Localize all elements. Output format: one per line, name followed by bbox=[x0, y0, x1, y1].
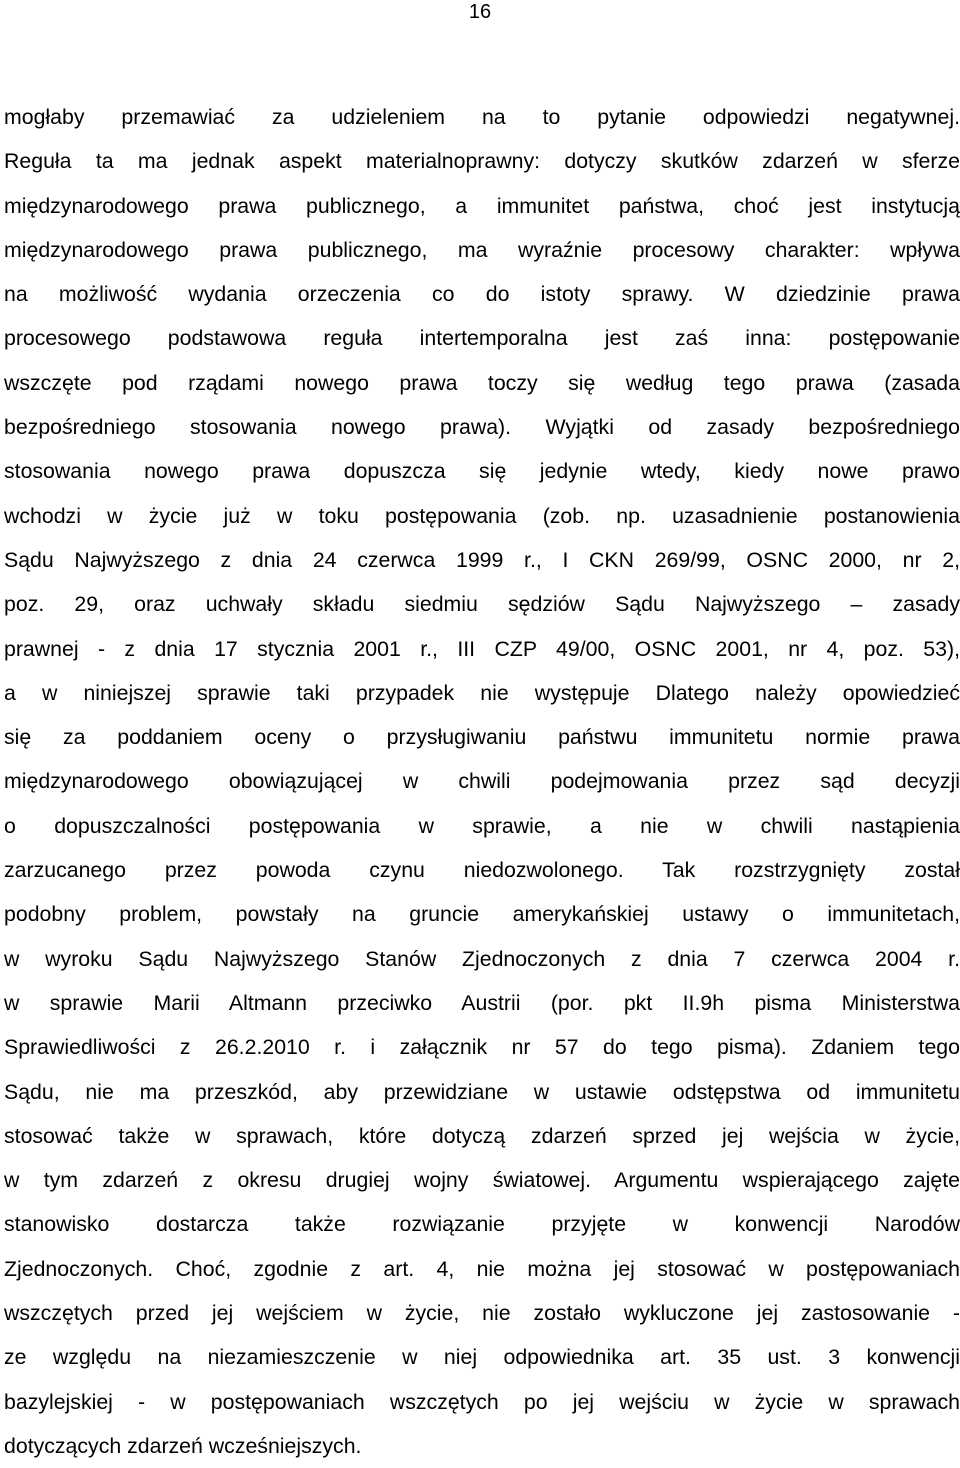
text-line: stosować także w sprawach, które dotyczą zdarzeń sprzed jej wejścia w życie, bbox=[4, 1123, 960, 1148]
text-line: wszczęte pod rządami nowego prawa toczy się według tego prawa (zasada bbox=[4, 370, 960, 395]
body-paragraph bbox=[4, 95, 960, 1468]
text-line: Sprawiedliwości z 26.2.2010 r. i załącznik nr 57 do tego pisma). Zdaniem tego bbox=[4, 1035, 960, 1060]
text-line: międzynarodowego prawa publicznego, ma wyraźnie procesowy charakter: wpływa bbox=[4, 237, 960, 262]
text-line: dotyczących zdarzeń wcześniejszych. bbox=[4, 1433, 362, 1458]
text-line: Sądu Najwyższego z dnia 24 czerwca 1999 r., I CKN 269/99, OSNC 2000, nr 2, bbox=[4, 547, 960, 572]
text-line: w sprawie Marii Altmann przeciwko Austrii (por. pkt II.9h pisma Ministerstwa bbox=[4, 990, 960, 1015]
text-line: Zjednoczonych. Choć, zgodnie z art. 4, nie można jej stosować w postępowaniach bbox=[4, 1256, 960, 1281]
text-line: o dopuszczalności postępowania w sprawie, a nie w chwili nastąpienia bbox=[4, 813, 960, 838]
text-line: międzynarodowego prawa publicznego, a immunitet państwa, choć jest instytucją bbox=[4, 193, 960, 218]
text-line: międzynarodowego obowiązującej w chwili podejmowania przez sąd decyzji bbox=[4, 769, 960, 794]
text-line: wchodzi w życie już w toku postępowania (zob. np. uzasadnienie postanowienia bbox=[4, 503, 960, 528]
text-line: podobny problem, powstały na gruncie amerykańskiej ustawy o immunitetach, bbox=[4, 902, 960, 927]
text-line: a w niniejszej sprawie taki przypadek nie występuje Dlatego należy opowiedzieć bbox=[4, 680, 960, 705]
text-line: się za poddaniem oceny o przysługiwaniu państwu immunitetu normie prawa bbox=[4, 725, 960, 750]
text-line: w tym zdarzeń z okresu drugiej wojny światowej. Argumentu wspierającego zajęte bbox=[4, 1168, 960, 1193]
text-line: procesowego podstawowa reguła intertemporalna jest zaś inna: postępowanie bbox=[4, 326, 960, 351]
text-line: ze względu na niezamieszczenie w niej odpowiednika art. 35 ust. 3 konwencji bbox=[4, 1345, 960, 1370]
text-line: stosowania nowego prawa dopuszcza się jedynie wtedy, kiedy nowe prawo bbox=[4, 459, 960, 484]
text-line: na możliwość wydania orzeczenia co do istoty sprawy. W dziedzinie prawa bbox=[4, 282, 960, 307]
text-line: bazylejskiej - w postępowaniach wszczętych po jej wejściu w życie w sprawach bbox=[4, 1389, 960, 1414]
text-line: Reguła ta ma jednak aspekt materialnoprawny: dotyczy skutków zdarzeń w sferze bbox=[4, 149, 960, 174]
text-line: zarzucanego przez powoda czynu niedozwolonego. Tak rozstrzygnięty został bbox=[4, 858, 960, 883]
text-line: w wyroku Sądu Najwyższego Stanów Zjednoczonych z dnia 7 czerwca 2004 r. bbox=[4, 946, 960, 971]
text-line: bezpośredniego stosowania nowego prawa). Wyjątki od zasady bezpośredniego bbox=[4, 415, 960, 440]
text-line: mogłaby przemawiać za udzieleniem na to pytanie odpowiedzi negatywnej. bbox=[4, 105, 960, 129]
page-number: 16 bbox=[468, 1, 492, 23]
text-line: prawnej - z dnia 17 stycznia 2001 r., III CZP 49/00, OSNC 2001, nr 4, poz. 53), bbox=[4, 636, 960, 661]
text-line: Sądu, nie ma przeszkód, aby przewidziane w ustawie odstępstwa od immunitetu bbox=[4, 1079, 960, 1104]
text-line: poz. 29, oraz uchwały składu siedmiu sędziów Sądu Najwyższego – zasady bbox=[4, 592, 960, 617]
text-line: wszczętych przed jej wejściem w życie, nie zostało wykluczone jej zastosowanie - bbox=[4, 1301, 960, 1326]
text-line: stanowisko dostarcza także rozwiązanie przyjęte w konwencji Narodów bbox=[4, 1212, 960, 1237]
